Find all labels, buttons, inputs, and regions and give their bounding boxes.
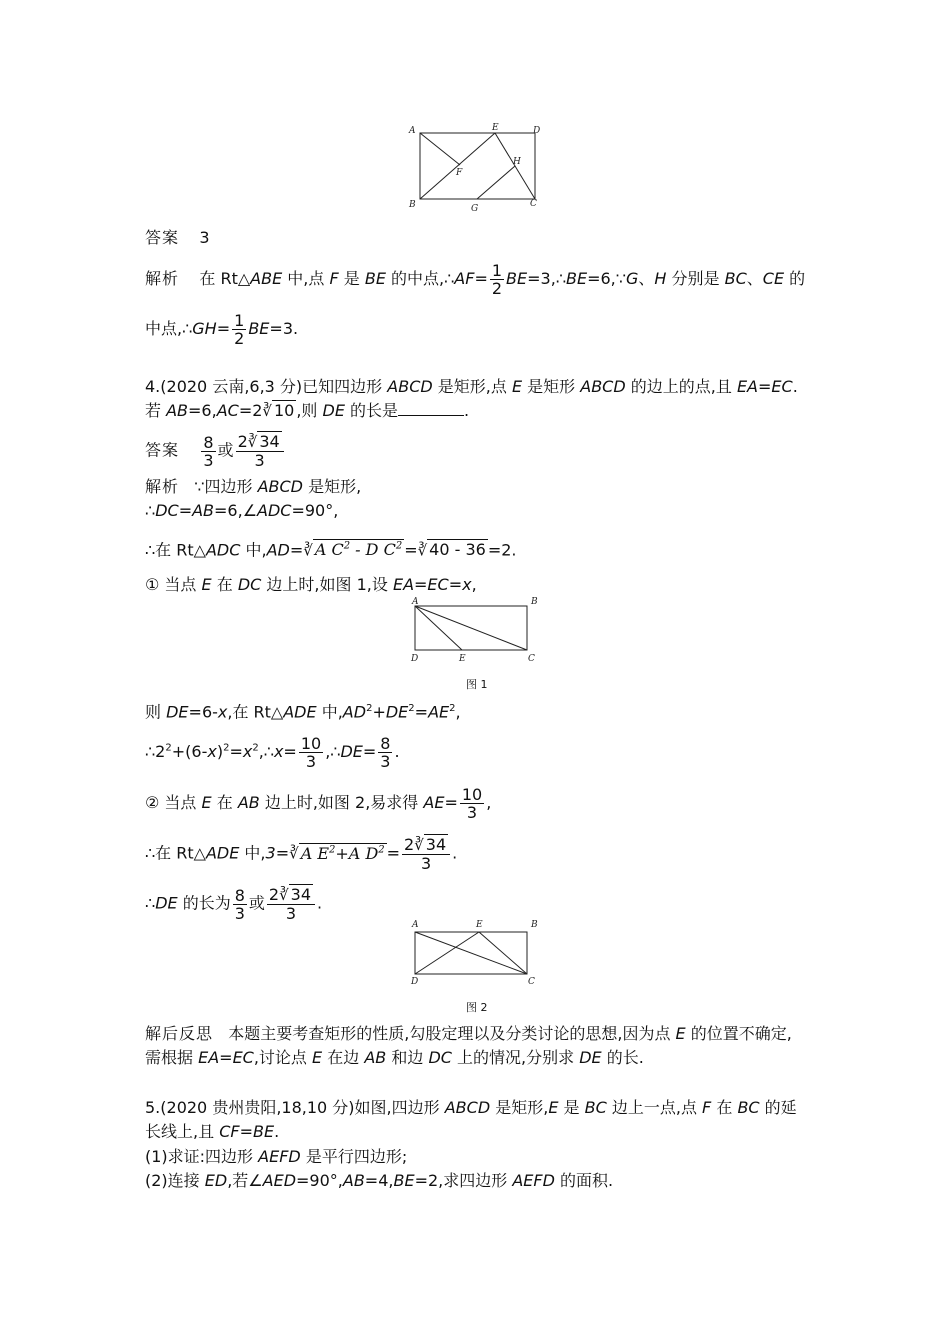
label-c: C bbox=[528, 977, 535, 987]
analysis-q4-case1: ① 当点 E 在 DC 边上时,如图 1,设 EA=EC=x, bbox=[145, 575, 477, 594]
analysis-label: 解析 bbox=[145, 269, 180, 288]
fraction-half: $\frac{1}{2}$ bbox=[234, 311, 245, 348]
label-a: A bbox=[412, 597, 419, 607]
figure-2 bbox=[405, 915, 545, 987]
question-4-line2: 若 AB=6,AC=2∛ 10 ,则 DE 的长是 . bbox=[145, 401, 470, 420]
label-e: E bbox=[492, 123, 499, 133]
analysis-q3-line1: 解析 在 Rt△ABE 中,点 F 是 BE 的中点,∴AF= $\frac{1}{2}$ BE=3,∴BE=6,∵G、H 分别是 BC、CE 的 bbox=[145, 261, 806, 298]
segment-be bbox=[420, 133, 495, 199]
figure-2-caption: 图 2 bbox=[466, 1001, 488, 1014]
label-f: F bbox=[456, 168, 463, 178]
fraction-2cbrt34-3: $\frac{2∛ 34}{3}$ bbox=[236, 433, 284, 469]
label-c: C bbox=[530, 199, 537, 209]
analysis-q4-line5: 则 DE=6-x,在 Rt△ADE 中$,AD^2+DE^2=AE^2$, bbox=[145, 702, 461, 722]
label-g: G bbox=[471, 204, 479, 214]
answer-value: 3 bbox=[199, 228, 210, 247]
label-a: A bbox=[409, 126, 416, 136]
segment-ac bbox=[415, 932, 527, 974]
label-e: E bbox=[459, 654, 466, 664]
label-b: B bbox=[531, 920, 538, 930]
reflection-label: 解后反思 bbox=[145, 1024, 214, 1043]
label-b: B bbox=[531, 597, 538, 607]
label-a: A bbox=[412, 920, 419, 930]
figure-rectangle-efgh bbox=[405, 122, 550, 214]
analysis-q4-line3: ∴在 Rt△ADC 中,AD=∛ A $C^2$ - D $C^2$ =∛ 40 - 36 =2. bbox=[145, 540, 517, 560]
analysis-q3-line2: 中点,∴GH= $\frac{1}{2}$ BE=3. bbox=[145, 311, 299, 348]
label-b: B bbox=[409, 200, 416, 210]
segment-de bbox=[415, 932, 479, 974]
question-5-line2: 长线上,且 CF=BE. bbox=[145, 1122, 280, 1141]
label-c: C bbox=[528, 654, 535, 664]
answer-blank bbox=[398, 401, 464, 416]
fraction-half: $\frac{1}{2}$ bbox=[491, 261, 503, 298]
answer-label: 答案 bbox=[145, 228, 180, 247]
segment-ec bbox=[479, 932, 527, 974]
label-d: D bbox=[411, 977, 419, 987]
analysis-q4-line6: $\therefore 2^2+(6-x)^2=x^2,\therefore x=$ $\frac{10}{3}$ ,∴DE= $\frac{8}{3}$ . bbox=[145, 734, 400, 771]
reflection-line1: 解后反思 本题主要考查矩形的性质,勾股定理以及分类讨论的思想,因为点 E 的位置不确定, bbox=[145, 1024, 792, 1043]
answer-label: 答案 bbox=[145, 440, 180, 460]
analysis-q4-line9: ∴DE 的长为 $\frac{8}{3}$ 或 $\frac{2∛ 34}{3}$ . bbox=[145, 885, 323, 923]
question-5-part2: (2)连接 ED,若∠AED=90°,AB=4,BE=2,求四边形 AEFD 的面积. bbox=[145, 1171, 614, 1190]
figure-1-caption: 图 1 bbox=[466, 678, 488, 691]
question-5-line1: 5.(2020 贵州贵阳,18,10 分)如图,四边形 ABCD 是矩形,E 是 BC 边上一点,点 F 在 BC 的延 bbox=[145, 1098, 797, 1117]
reflection-line2: 需根据 EA=EC,讨论点 E 在边 AB 和边 DC 上的情况,分别求 DE 的长. bbox=[145, 1048, 644, 1067]
label-d: D bbox=[533, 126, 541, 136]
segment-af bbox=[420, 133, 460, 165]
segment-ae bbox=[415, 606, 462, 650]
answer-q4: 答案 $\frac{8}{3}$ 或 $\frac{2∛ 34}{3}$ bbox=[145, 433, 286, 469]
figure-1 bbox=[405, 594, 545, 664]
label-d: D bbox=[411, 654, 419, 664]
segment-gh bbox=[477, 166, 515, 199]
label-h: H bbox=[513, 157, 521, 167]
analysis-q4-line2: ∴DC=AB=6,∠ADC=90°, bbox=[145, 501, 339, 520]
answer-q3 bbox=[145, 228, 210, 248]
segment-ac bbox=[415, 606, 527, 650]
label-e: E bbox=[476, 920, 483, 930]
question-5-part1: (1)求证:四边形 AEFD 是平行四边形; bbox=[145, 1147, 408, 1166]
question-4-line1: 4.(2020 云南,6,3 分)已知四边形 ABCD 是矩形,点 E 是矩形 ABCD 的边上的点,且 EA=EC. bbox=[145, 377, 798, 396]
fraction-8-3: $\frac{8}{3}$ bbox=[203, 432, 214, 470]
analysis-q4-case2: ② 当点 E 在 AB 边上时,如图 2,易求得 AE= $\frac{10}{3}$ , bbox=[145, 785, 492, 822]
analysis-q4-line8: ∴在 Rt△ADE 中,3=∛ A $E^2+A$ $D^2$ = $\frac{2∛ 34}{3}$ . bbox=[145, 835, 458, 873]
analysis-q4-line1: 解析 ∵四边形 ABCD 是矩形, bbox=[145, 477, 362, 496]
analysis-label: 解析 bbox=[145, 477, 180, 496]
